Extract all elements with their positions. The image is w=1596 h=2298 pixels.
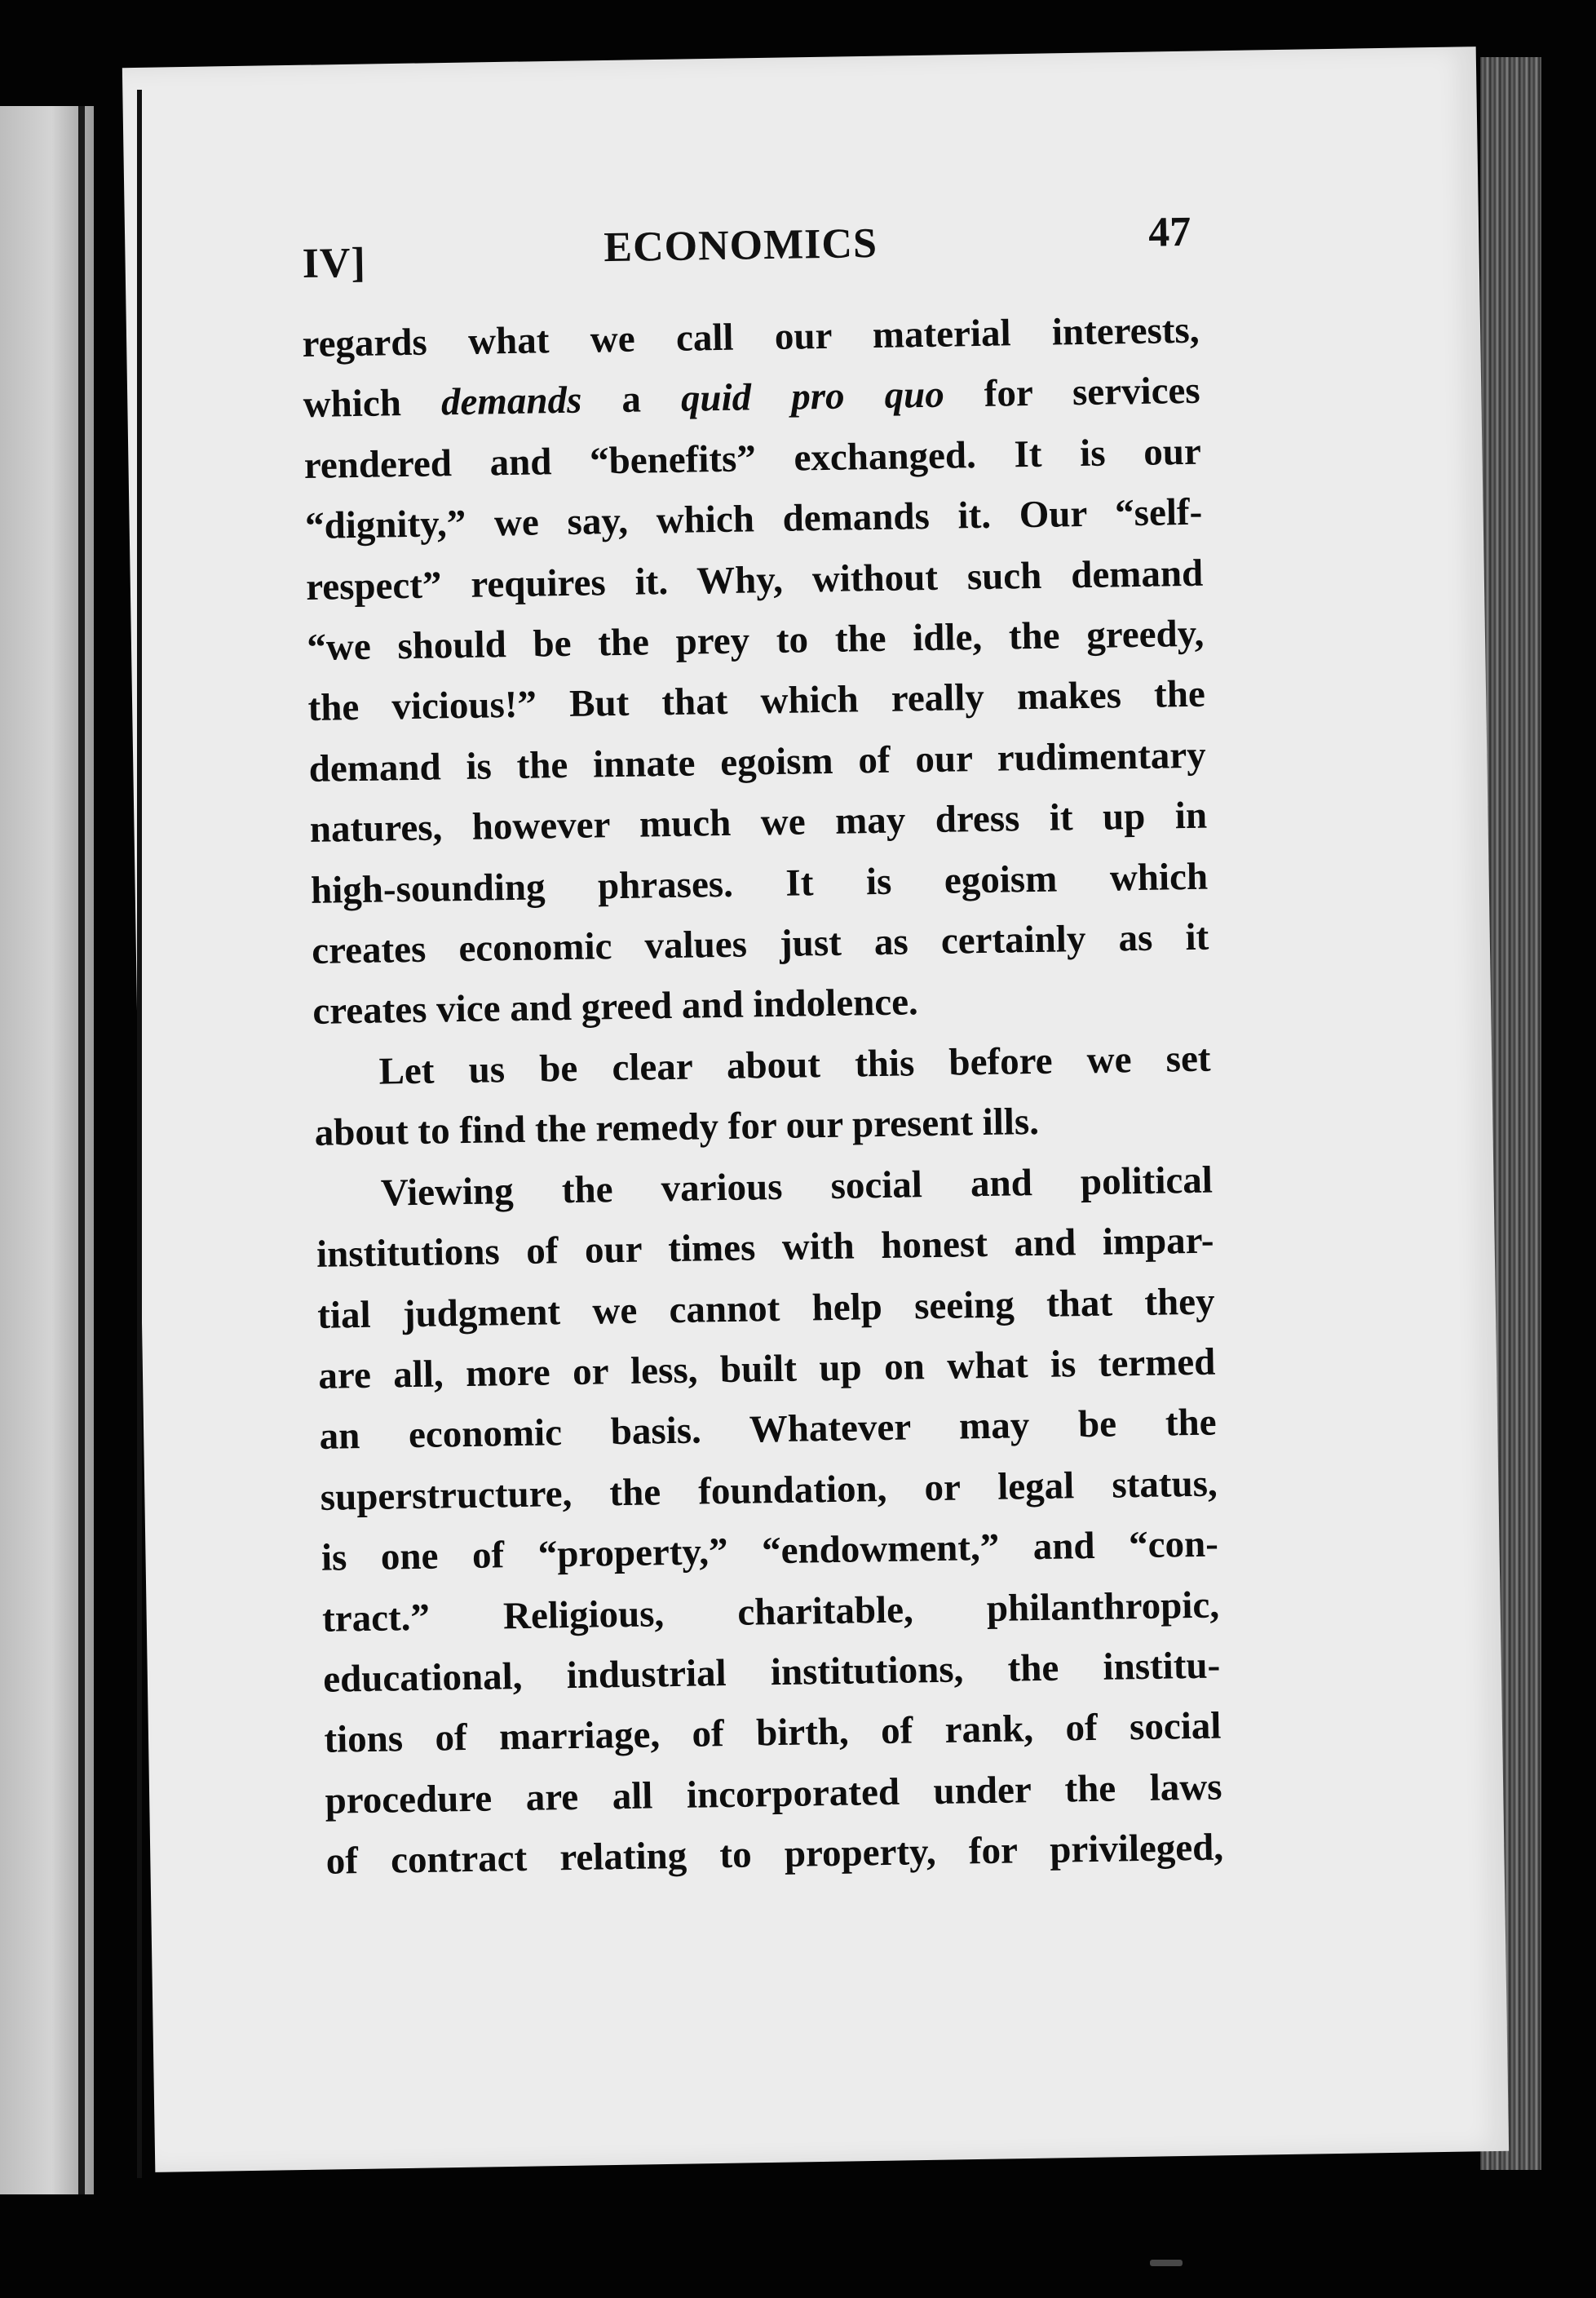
text-line: institutions of our times with honest and impar-	[316, 1219, 1214, 1276]
running-title: ECONOMICS	[603, 219, 878, 272]
text-line: of contract relating to property, for privileged,	[325, 1826, 1224, 1883]
text-line: superstructure, the foundation, or legal status,	[320, 1462, 1218, 1519]
text-line: Let us be clear about this before we set	[378, 1037, 1211, 1093]
paragraph	[302, 300, 1210, 1043]
text-line: tions of marriage, of birth, of rank, of social	[324, 1704, 1222, 1762]
emphasis: quid pro quo	[680, 374, 945, 421]
text-line: the vicious!” But that which really makes the	[307, 673, 1206, 730]
paragraph	[315, 1149, 1223, 1892]
text-line: tial judgment we cannot help seeing that they	[316, 1280, 1215, 1337]
text-line: high-sounding phrases. It is egoism which	[310, 855, 1209, 912]
text-line: educational, industrial institutions, the institu-	[322, 1644, 1221, 1701]
text-line: creates economic values just as certainly as it	[311, 915, 1209, 972]
paragraph	[313, 1028, 1212, 1163]
text-line: “we should be the prey to the idle, the greedy,	[307, 612, 1205, 669]
text-line: an economic basis. Whatever may be the	[319, 1401, 1217, 1459]
text-line: creates vice and greed and indolence.	[312, 981, 919, 1034]
page-left-border	[137, 90, 142, 2178]
text-line: tract.” Religious, charitable, philanthropic,	[321, 1583, 1220, 1640]
text-line: demand is the innate egoism of our rudimentary	[308, 733, 1207, 790]
text-line: is one of “property,” “endowment,” and “con-	[321, 1522, 1219, 1579]
emphasis: demands	[440, 379, 582, 424]
text-line: about to find the remedy for our present ills.	[314, 1100, 1040, 1155]
text-line: which demands a quid pro quo for services	[303, 370, 1201, 427]
scan-speck	[1150, 2260, 1183, 2266]
text-line: respect” requires it. Why, without such demand	[305, 551, 1204, 609]
text-line: procedure are all incorporated under the laws	[325, 1765, 1222, 1822]
page-number: 47	[1147, 208, 1191, 256]
text-line: “dignity,” we say, which demands it. Our “self-	[304, 490, 1203, 548]
text-line: are all, more or less, built up on what is termed	[318, 1340, 1216, 1397]
text-line: regards what we call our material interests,	[302, 308, 1200, 365]
body-text	[302, 300, 1223, 1893]
gutter-shadow	[78, 106, 85, 2194]
text-line: rendered and “benefits” exchanged. It is our	[303, 430, 1202, 487]
chapter-number: IV]	[302, 239, 367, 287]
text-line: natures, however much we may dress it up in	[309, 794, 1208, 852]
text-line: Viewing the various social and political	[380, 1158, 1214, 1215]
